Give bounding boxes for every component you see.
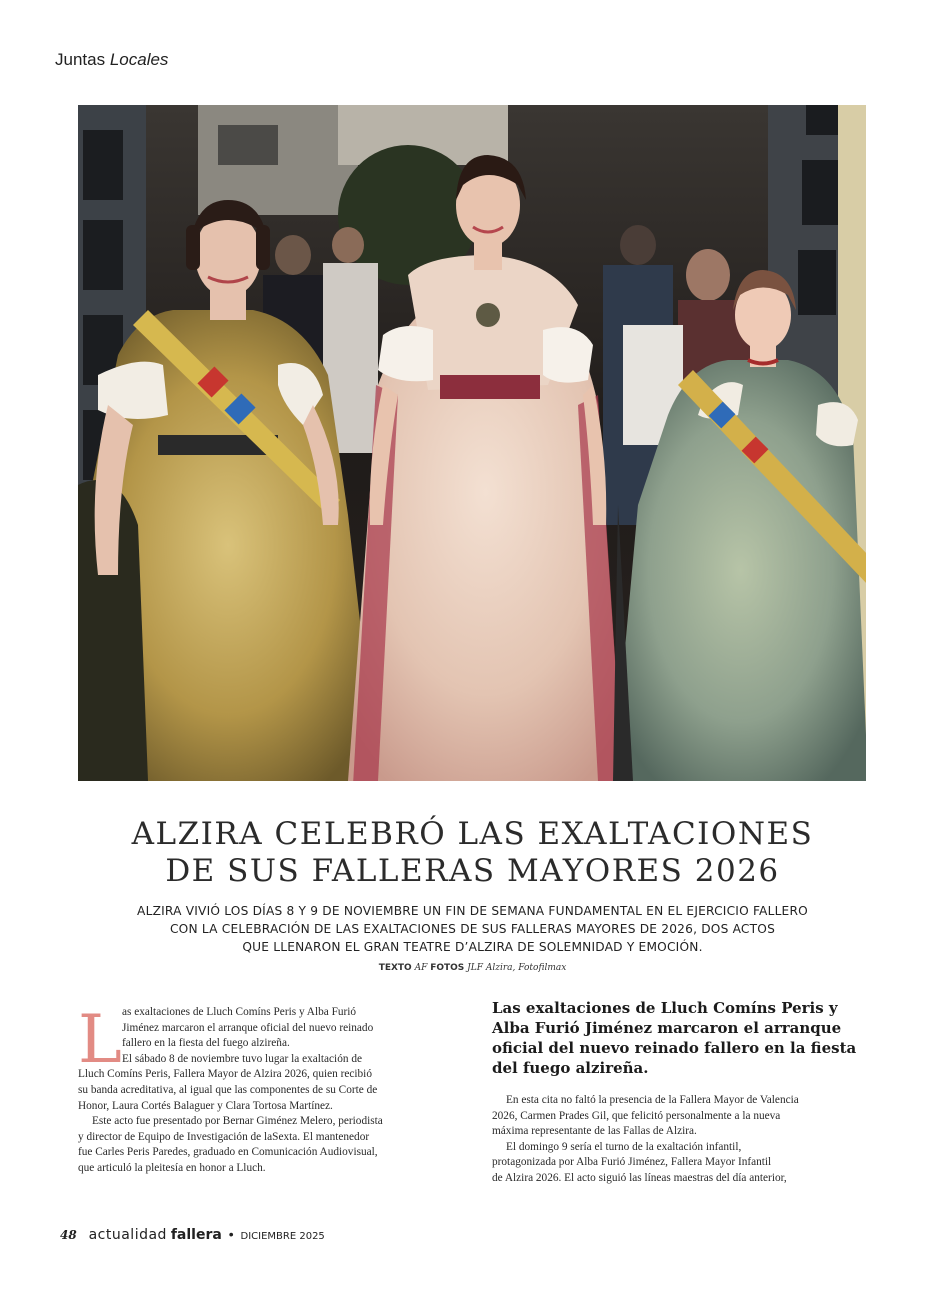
headline-line-2: DE SUS FALLERAS MAYORES 2026 <box>165 853 780 889</box>
standfirst-line-2: CON LA CELEBRACIÓN DE LAS EXALTACIONES DE SUS FALLERAS MAYORES DE 2026, DOS ACTOS <box>169 922 776 936</box>
page-footer <box>60 1226 325 1243</box>
headline-line-1: ALZIRA CELEBRÓ LAS EXALTACIONES <box>131 816 814 852</box>
issue-date: DICIEMBRE 2025 <box>240 1231 325 1242</box>
credits-texto-label: TEXTO <box>378 963 412 973</box>
photo-image <box>78 105 866 781</box>
pull-quote-line-1: Las exaltaciones de Lluch Comíns Peris y <box>492 999 838 1017</box>
body-line: Jiménez marcaron el arranque oficial del nuevo reinado <box>122 1021 374 1034</box>
pull-quote <box>492 998 877 1078</box>
credits-fotos-label: FOTOS <box>430 963 465 973</box>
body-line: El domingo 9 sería el turno de la exaltación infantil, <box>506 1140 742 1153</box>
body-line: protagonizada por Alba Furió Jiménez, Fallera Mayor Infantil <box>492 1156 772 1169</box>
body-line: as exaltaciones de Lluch Comíns Peris y Alba Furió <box>122 1006 357 1018</box>
body-line: de Alzira 2026. El acto siguió las líneas maestras del día anterior, <box>492 1171 787 1184</box>
standfirst-line-1: ALZIRA VIVIÓ LOS DÍAS 8 Y 9 DE NOVIEMBRE UN FIN DE SEMANA FUNDAMENTAL EN EL EJERCICIO FALLERO <box>137 904 808 918</box>
body-line: Este acto fue presentado por Bernar Giménez Melero, periodista <box>92 1115 383 1128</box>
body-line: fallero en la fiesta del fuego alzireña. <box>122 1037 290 1050</box>
body-line: fue Carles Peris Paredes, graduado en Comunicación Audiovisual, <box>78 1146 378 1159</box>
cover-photo <box>78 105 866 781</box>
body-line: Honor, Laura Cortés Balaguer y Clara Tortosa Martínez. <box>78 1099 333 1112</box>
photo-credits <box>300 963 645 973</box>
body-line: Lluch Comíns Peris, Fallera Mayor de Alzira 2026, quien recibió <box>78 1068 372 1081</box>
body-line: 2026, Carmen Prades Gil, que felicitó personalmente a la nueva <box>492 1109 781 1122</box>
page-number: 48 <box>60 1228 77 1242</box>
magazine-name-part-1: actualidad <box>88 1227 167 1243</box>
standfirst <box>110 902 835 956</box>
pull-quote-line-3: oficial del nuevo reinado fallero en la fiesta <box>492 1039 857 1057</box>
section-main: Juntas <box>55 50 106 69</box>
pull-quote-line-2: Alba Furió Jiménez marcaron el arranque <box>492 1019 842 1037</box>
magazine-name-part-2: fallera <box>170 1227 222 1243</box>
drop-cap: L <box>78 1001 122 1078</box>
body-line: El sábado 8 de noviembre tuvo lugar la exaltación de <box>122 1052 362 1065</box>
credits-fotos-value: JLF Alzira, Fotofilmax <box>467 963 567 973</box>
section-label <box>55 50 168 70</box>
standfirst-line-3: QUE LLENARON EL GRAN TEATRE D’ALZIRA DE SOLEMNIDAD Y EMOCIÓN. <box>242 940 703 954</box>
body-line: y director de Equipo de Investigación de laSexta. El mantenedor <box>78 1130 370 1143</box>
body-column-right <box>492 1093 872 1187</box>
body-line: máxima representante de las Fallas de Alzira. <box>492 1125 697 1138</box>
body-line: que articuló la pleitesía en honor a Lluch. <box>78 1161 266 1174</box>
pull-quote-line-4: del fuego alzireña. <box>492 1059 649 1077</box>
body-line: En esta cita no faltó la presencia de la Fallera Mayor de Valencia <box>506 1094 799 1106</box>
body-line: su banda acreditativa, al igual que las componentes de su Corte de <box>78 1083 378 1096</box>
headline <box>60 816 885 890</box>
section-italic: Locales <box>109 50 169 69</box>
body-column-left <box>78 1001 450 1177</box>
credits-texto-value: AF <box>414 963 428 973</box>
footer-separator: • <box>228 1226 234 1242</box>
